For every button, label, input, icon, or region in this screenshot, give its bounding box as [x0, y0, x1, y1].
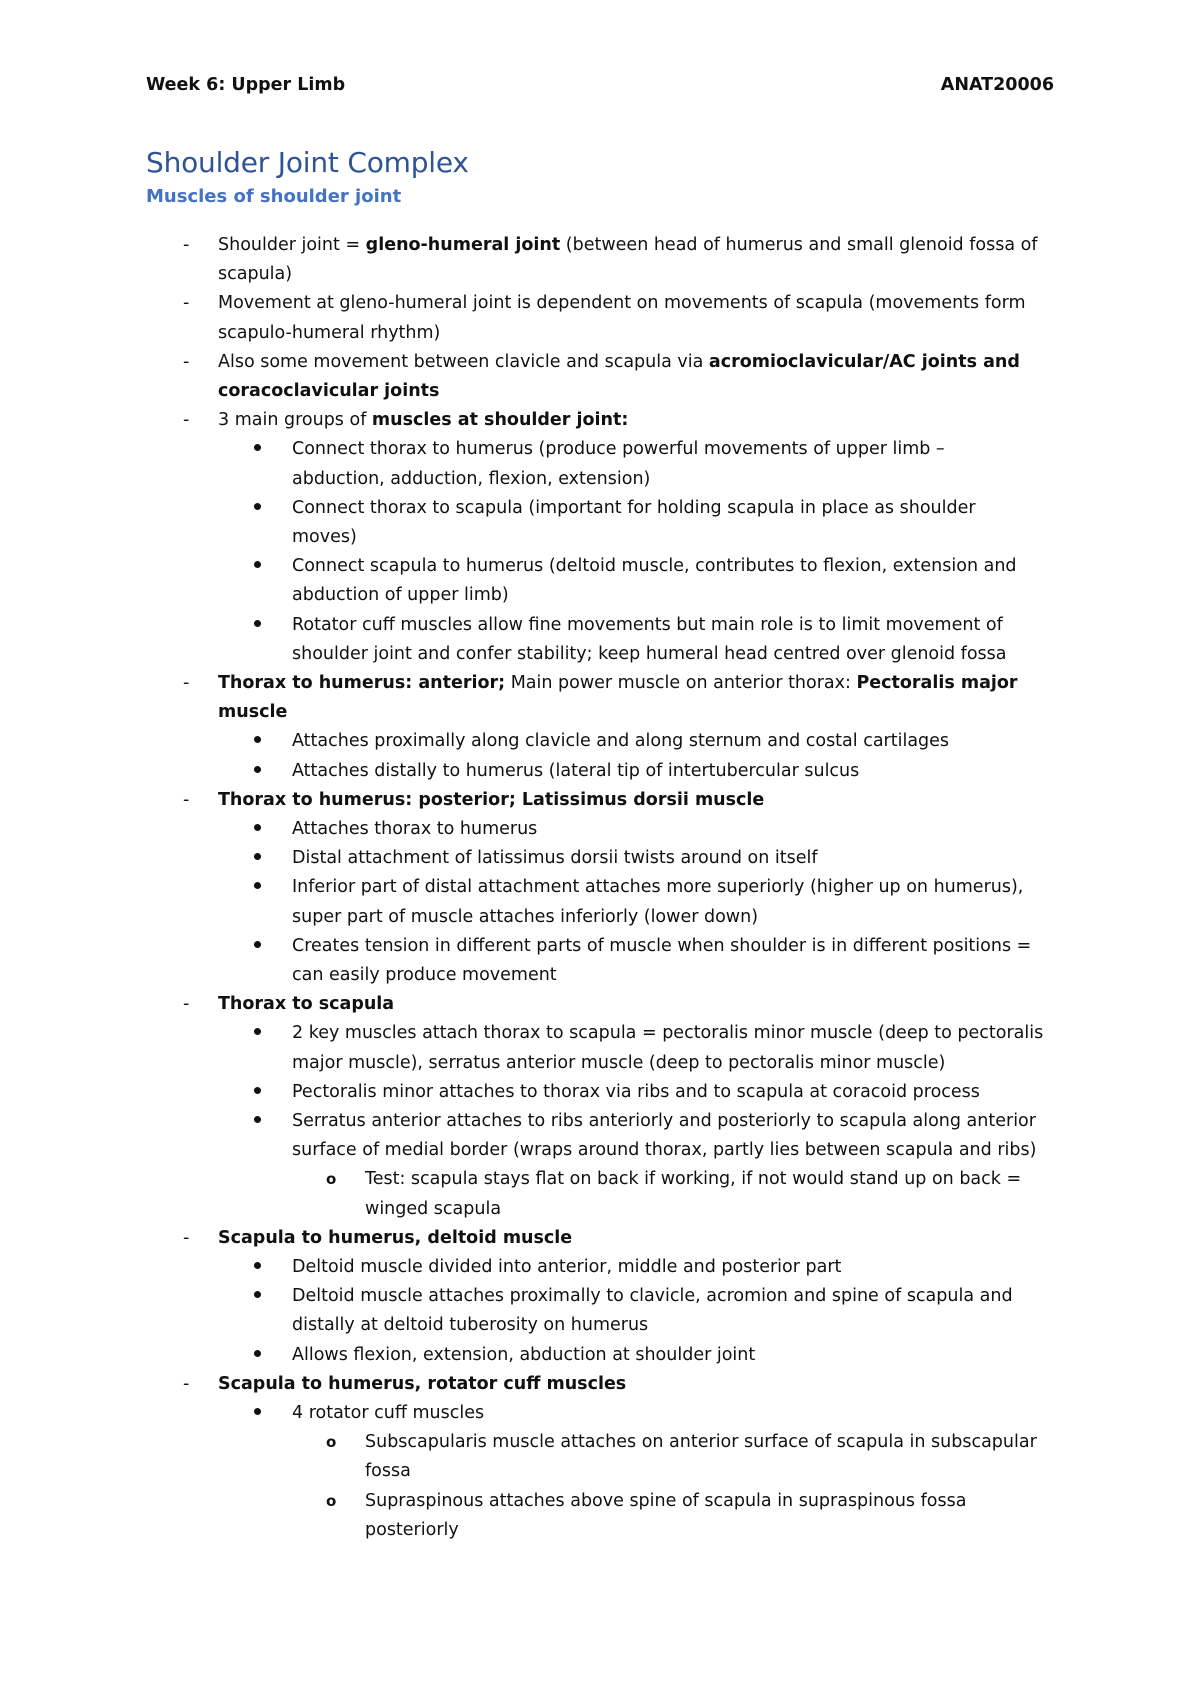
header-course-code: ANAT20006 [940, 75, 1054, 95]
list-item [0, 1049, 1200, 1078]
list-item-text [292, 523, 357, 552]
text-run: 2 key muscles attach thorax to scapula = pectoralis minor muscle (deep to pectoralis [292, 1023, 1044, 1043]
bullet-icon [254, 1399, 261, 1428]
list-item [0, 1019, 1200, 1048]
list-item-text [218, 1370, 626, 1399]
dash-marker: - [183, 235, 190, 255]
bullet-icon [254, 1019, 261, 1048]
list-item-text [292, 552, 1017, 581]
list-item [0, 1195, 1200, 1224]
circle-marker: o [326, 1170, 337, 1188]
text-run: Deltoid muscle divided into anterior, middle and posterior part [292, 1257, 842, 1277]
list-item [0, 698, 1200, 727]
text-run: scapulo-humeral rhythm) [218, 323, 441, 343]
list-item-text [292, 1019, 1043, 1048]
bullet-icon [254, 815, 261, 844]
list-item [0, 727, 1200, 756]
text-run: Allows flexion, extension, abduction at shoulder joint [292, 1345, 756, 1365]
text-run: Shoulder joint = [218, 235, 366, 255]
list-item [0, 1399, 1200, 1428]
text-run: major muscle), serratus anterior muscle (deep to pectoralis minor muscle) [292, 1053, 946, 1073]
list-item [0, 932, 1200, 961]
bold-text-run: gleno-humeral joint [365, 235, 561, 255]
list-item-text [292, 1049, 945, 1078]
list-item [0, 844, 1200, 873]
bold-text-run: acromioclavicular/AC joints and [708, 352, 1020, 372]
list-item [0, 640, 1200, 669]
list-item [0, 990, 1200, 1019]
text-run: winged scapula [365, 1199, 502, 1219]
dash-marker: - [183, 994, 190, 1014]
text-run: 3 main groups of [218, 410, 372, 430]
bold-text-run: coracoclavicular joints [218, 381, 440, 401]
bullet-icon [254, 932, 261, 961]
list-item [0, 1428, 1200, 1457]
bold-text-run: muscles at shoulder joint: [371, 410, 629, 430]
list-item-text [292, 727, 949, 756]
list-item-text [292, 1107, 1036, 1136]
bullet-icon [254, 1282, 261, 1311]
text-run: Serratus anterior attaches to ribs anteriorly and posteriorly to scapula along anterior [292, 1111, 1036, 1131]
text-run: Connect scapula to humerus (deltoid muscle, contributes to flexion, extension and [292, 556, 1017, 576]
list-item-text [365, 1457, 411, 1486]
text-run: Distal attachment of latissimus dorsii twists around on itself [292, 848, 818, 868]
bullet-icon [254, 552, 261, 581]
text-run: distally at deltoid tuberosity on humerus [292, 1315, 649, 1335]
list-item [0, 903, 1200, 932]
dash-marker: - [183, 673, 190, 693]
list-item [0, 873, 1200, 902]
list-item-text [292, 1399, 484, 1428]
bullet-icon [254, 494, 261, 523]
list-item [0, 786, 1200, 815]
list-item-text [292, 494, 976, 523]
text-run: abduction of upper limb) [292, 585, 509, 605]
bullet-icon [254, 435, 261, 464]
dash-marker: - [183, 1228, 190, 1248]
list-item [0, 552, 1200, 581]
list-item [0, 377, 1200, 406]
list-item-text [292, 1078, 980, 1107]
list-item-text [292, 1341, 755, 1370]
list-item [0, 319, 1200, 348]
text-run: fossa [365, 1461, 411, 1481]
list-item [0, 494, 1200, 523]
list-item-text [292, 581, 509, 610]
list-item [0, 523, 1200, 552]
text-run: abduction, adduction, flexion, extension) [292, 469, 651, 489]
list-item [0, 1282, 1200, 1311]
list-item [0, 1107, 1200, 1136]
text-run: super part of muscle attaches inferiorly (lower down) [292, 907, 759, 927]
list-item-text [292, 611, 1003, 640]
text-run: Also some movement between clavicle and scapula via [218, 352, 709, 372]
text-run: Creates tension in different parts of muscle when shoulder is in different positions = [292, 936, 1032, 956]
dash-marker: - [183, 790, 190, 810]
list-item-text [218, 289, 1026, 318]
dash-marker: - [183, 1374, 190, 1394]
text-run: shoulder joint and confer stability; keep humeral head centred over glenoid fossa [292, 644, 1007, 664]
list-item [0, 1370, 1200, 1399]
circle-marker: o [326, 1433, 337, 1451]
dash-marker: - [183, 293, 190, 313]
bullet-icon [254, 1253, 261, 1282]
list-item-text [365, 1487, 966, 1516]
text-run: Main power muscle on anterior thorax: [505, 673, 857, 693]
list-item-text [218, 319, 440, 348]
bullet-icon [254, 757, 261, 786]
text-run: Supraspinous attaches above spine of scapula in supraspinous fossa [365, 1491, 967, 1511]
bold-text-run: Thorax to humerus: posterior; Latissimus dorsii muscle [218, 790, 765, 810]
list-item [0, 260, 1200, 289]
list-item-text [218, 786, 764, 815]
text-run: moves) [292, 527, 357, 547]
list-item [0, 1311, 1200, 1340]
list-item-text [365, 1165, 1021, 1194]
text-run: Subscapularis muscle attaches on anterior surface of scapula in subscapular [365, 1432, 1037, 1452]
list-item [0, 1224, 1200, 1253]
bold-text-run: Thorax to scapula [218, 994, 395, 1014]
text-run: Attaches proximally along clavicle and along sternum and costal cartilages [292, 731, 950, 751]
list-item [0, 1487, 1200, 1516]
list-item-text [218, 669, 1018, 698]
bold-text-run: Thorax to humerus: anterior; [218, 673, 506, 693]
section-subtitle: Muscles of shoulder joint [146, 186, 402, 207]
text-run: can easily produce movement [292, 965, 557, 985]
list-item-text [292, 903, 758, 932]
list-item [0, 406, 1200, 435]
list-item-text [292, 1311, 648, 1340]
list-item-text [292, 465, 650, 494]
text-run: Rotator cuff muscles allow fine movements but main role is to limit movement of [292, 615, 1003, 635]
page-header [146, 75, 1054, 99]
list-item-text [292, 1253, 841, 1282]
list-item [0, 435, 1200, 464]
text-run: scapula) [218, 264, 293, 284]
list-item [0, 757, 1200, 786]
text-run: Deltoid muscle attaches proximally to clavicle, acromion and spine of scapula and [292, 1286, 1013, 1306]
list-item-text [292, 1282, 1013, 1311]
list-item-text [218, 406, 628, 435]
list-item [0, 815, 1200, 844]
list-item [0, 611, 1200, 640]
bold-text-run: Pectoralis major [856, 673, 1018, 693]
list-item-text [292, 844, 818, 873]
list-item [0, 1165, 1200, 1194]
text-run: Connect thorax to humerus (produce powerful movements of upper limb – [292, 439, 945, 459]
list-item [0, 1253, 1200, 1282]
circle-marker: o [326, 1492, 337, 1510]
list-item-text [218, 698, 287, 727]
list-item-text [218, 260, 292, 289]
list-item-text [365, 1516, 459, 1545]
bold-text-run: Scapula to humerus, rotator cuff muscles [218, 1374, 627, 1394]
list-item [0, 1457, 1200, 1486]
bold-text-run: Scapula to humerus, deltoid muscle [218, 1228, 573, 1248]
dash-marker: - [183, 352, 190, 372]
list-item [0, 348, 1200, 377]
list-item-text [292, 1136, 1036, 1165]
bullet-icon [254, 844, 261, 873]
list-item-text [218, 231, 1037, 260]
list-item [0, 669, 1200, 698]
list-item-text [218, 1224, 572, 1253]
list-item [0, 1136, 1200, 1165]
list-item-text [292, 640, 1007, 669]
text-run: Connect thorax to scapula (important for holding scapula in place as shoulder [292, 498, 976, 518]
list-item-text [218, 348, 1020, 377]
list-item [0, 1516, 1200, 1545]
bullet-icon [254, 1341, 261, 1370]
list-item-text [292, 873, 1023, 902]
list-item-text [292, 435, 945, 464]
list-item-text [218, 990, 394, 1019]
text-run: 4 rotator cuff muscles [292, 1403, 485, 1423]
text-run: Movement at gleno-humeral joint is dependent on movements of scapula (movements form [218, 293, 1026, 313]
list-item [0, 581, 1200, 610]
dash-marker: - [183, 410, 190, 430]
list-item-text [365, 1428, 1037, 1457]
text-run: (between head of humerus and small glenoid fossa of [560, 235, 1038, 255]
list-item-text [365, 1195, 501, 1224]
list-item-text [218, 377, 439, 406]
text-run: Attaches thorax to humerus [292, 819, 538, 839]
bullet-icon [254, 873, 261, 902]
bold-text-run: muscle [218, 702, 288, 722]
header-course-week: Week 6: Upper Limb [146, 75, 346, 95]
list-item [0, 961, 1200, 990]
bullet-icon [254, 611, 261, 640]
bullet-icon [254, 1107, 261, 1136]
text-run: posteriorly [365, 1520, 459, 1540]
list-item [0, 231, 1200, 260]
list-item [0, 465, 1200, 494]
page-title: Shoulder Joint Complex [146, 146, 469, 179]
text-run: surface of medial border (wraps around thorax, partly lies between scapula and ribs) [292, 1140, 1037, 1160]
text-run: Test: scapula stays flat on back if working, if not would stand up on back = [365, 1169, 1022, 1189]
list-item-text [292, 961, 557, 990]
list-item [0, 289, 1200, 318]
list-item-text [292, 757, 859, 786]
text-run: Attaches distally to humerus (lateral tip of intertubercular sulcus [292, 761, 860, 781]
list-item [0, 1341, 1200, 1370]
list-item-text [292, 932, 1031, 961]
list-item-text [292, 815, 537, 844]
text-run: Inferior part of distal attachment attaches more superiorly (higher up on humerus), [292, 877, 1024, 897]
bullet-icon [254, 1078, 261, 1107]
text-run: Pectoralis minor attaches to thorax via ribs and to scapula at coracoid process [292, 1082, 980, 1102]
list-item [0, 1078, 1200, 1107]
bullet-icon [254, 727, 261, 756]
